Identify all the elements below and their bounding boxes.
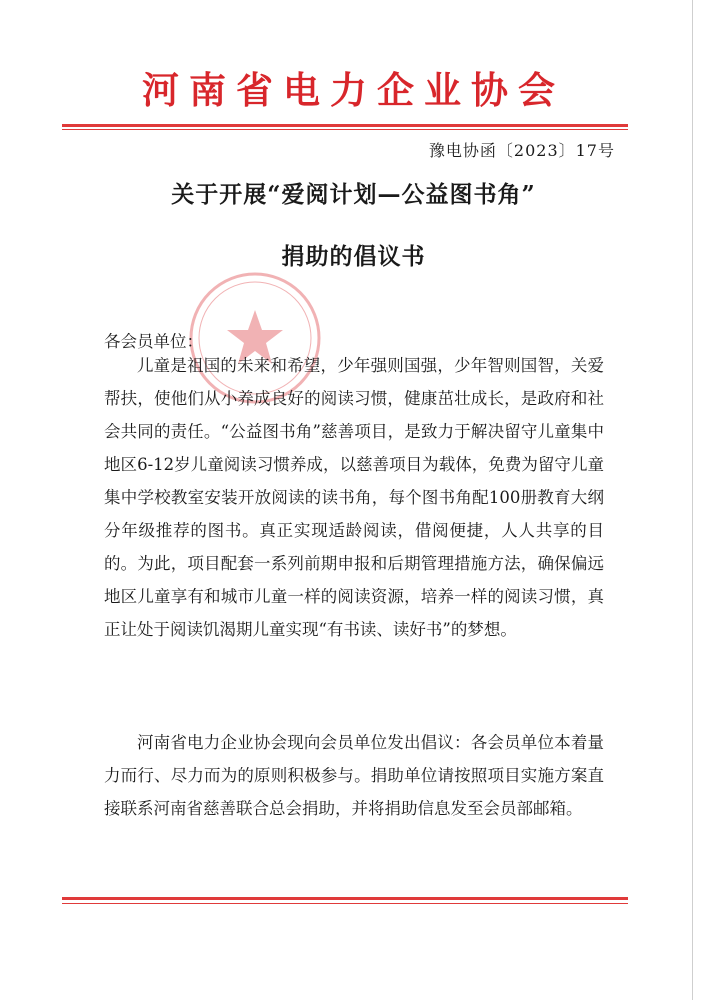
scan-edge-line: [692, 0, 693, 1000]
header-rule-thick: [62, 124, 628, 127]
document-title-line-2: 捐助的倡议书: [281, 243, 426, 270]
footer-rule-thick: [62, 897, 628, 900]
salutation: 各会员单位：: [104, 332, 203, 351]
header-rule-thin: [62, 129, 628, 130]
document-number: 豫电协函〔2023〕17号: [428, 141, 615, 160]
footer-rule-thin: [62, 903, 628, 904]
organization-header: 河南省电力企业协会: [142, 68, 565, 112]
body-paragraph: 河南省电力企业协会现向会员单位发出倡议：各会员单位本着量力而行、尽力而为的原则积极参与。捐助单位请按照项目实施方案直接联系河南省慈善联合总会捐助，并将捐助信息发至会员部邮箱。: [104, 733, 604, 818]
document-title-line-1: 关于开展“爱阅计划—公益图书角”: [171, 181, 536, 208]
body-paragraph: 儿童是祖国的未来和希望，少年强则国强，少年智则国智，关爱帮扶，使他们从小养成良好的阅读习惯，健康茁壮成长，是政府和社会共同的责任。“公益图书角”慈善项目，是致力于解决留守儿童集中地区6-12岁儿童阅读习惯养成，以慈善项目为载体，免费为留守儿童集中学校教室安装开放阅读的读书角，每个图书角配100册教育大纲分年级推荐的图书。真正实现适龄阅读，借阅便捷，人人共享的目的。为此，项目配套一系列前期申报和后期管理措施方法，确保偏远地区儿童享有和城市儿童一样的阅读资源，培养一样的阅读习惯，真正让处于阅读饥渴期儿童实现“有书读、读好书”的梦想。: [104, 356, 604, 639]
